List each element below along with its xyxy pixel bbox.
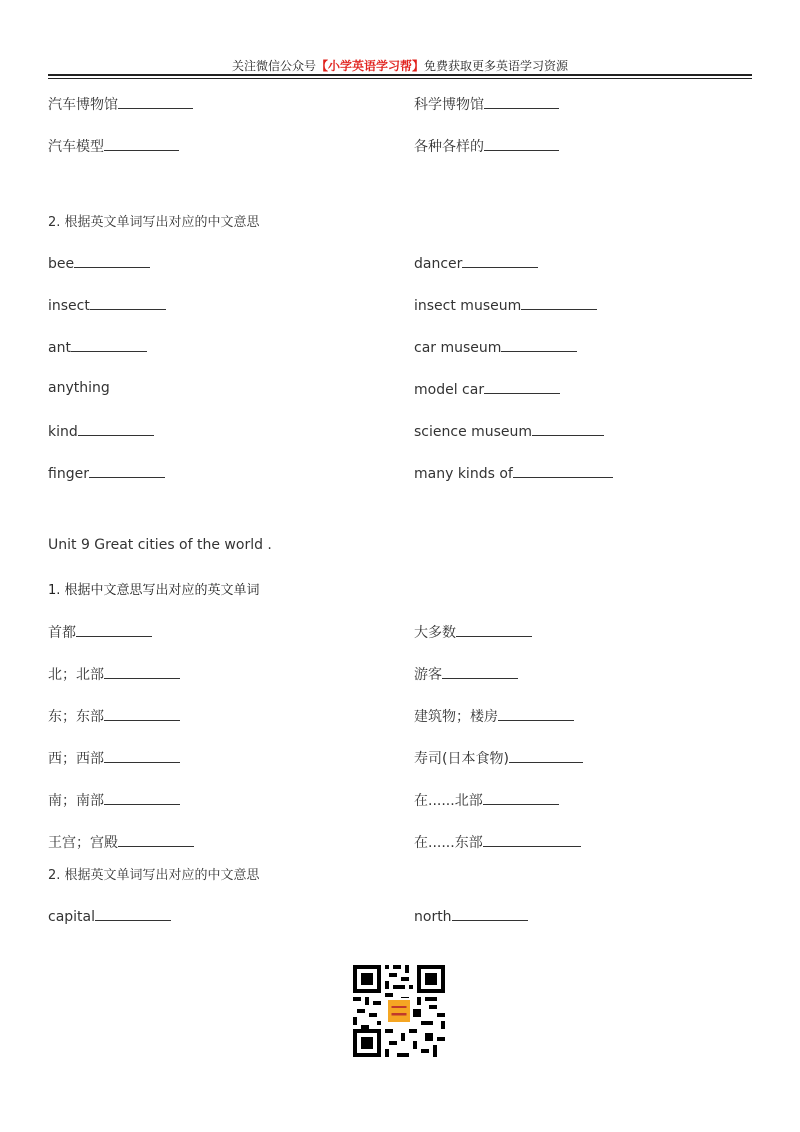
answer-blank[interactable] [509,748,583,763]
answer-blank[interactable] [74,253,150,268]
vocab-item: north [414,906,528,926]
vocab-item: 在......北部 [414,790,559,810]
answer-blank[interactable] [484,379,560,394]
qr-code-icon [353,965,445,1057]
vocab-item: 王宫；宫殿 [48,832,194,852]
answer-blank[interactable] [513,463,613,478]
vocab-item: 东；东部 [48,706,180,726]
answer-blank[interactable] [456,622,532,637]
vocab-item: finger [48,463,165,483]
answer-blank[interactable] [501,337,577,352]
vocab-item: bee [48,253,150,273]
vocab-item: anything [48,380,110,396]
vocab-item: 科学博物馆 [414,94,559,114]
vocab-item: science museum [414,421,604,441]
header-suffix: 免费获取更多英语学习资源 [424,59,569,73]
vocab-item: many kinds of [414,463,613,483]
header-prefix: 关注微信公众号 [231,59,316,73]
answer-blank[interactable] [95,906,171,921]
answer-blank[interactable] [104,706,180,721]
answer-blank[interactable] [462,253,538,268]
answer-blank[interactable] [104,664,180,679]
vocab-item: 汽车博物馆 [48,94,193,114]
section-heading: 1. 根据中文意思写出对应的英文单词 [48,583,260,598]
page-header [0,57,800,74]
answer-blank[interactable] [442,664,518,679]
answer-blank[interactable] [78,421,154,436]
answer-blank[interactable] [89,463,165,478]
vocab-item: 各种各样的 [414,136,559,156]
vocab-item: insect museum [414,295,597,315]
unit-title: Unit 9 Great cities of the world . [48,537,272,553]
vocab-item: 首都 [48,622,152,642]
vocab-item: 南；南部 [48,790,180,810]
vocab-item: 建筑物；楼房 [414,706,574,726]
header-rule-thin [48,78,752,79]
vocab-item: 游客 [414,664,518,684]
answer-blank[interactable] [118,94,193,109]
answer-blank[interactable] [452,906,528,921]
answer-blank[interactable] [521,295,597,310]
answer-blank[interactable] [483,790,559,805]
vocab-item: kind [48,421,154,441]
vocab-item: insect [48,295,166,315]
vocab-item: 汽车模型 [48,136,179,156]
vocab-item: 在......东部 [414,832,581,852]
answer-blank[interactable] [118,832,194,847]
header-brand: 【小学英语学习帮】 [315,59,424,73]
vocab-item: dancer [414,253,538,273]
answer-blank[interactable] [498,706,574,721]
vocab-item: car museum [414,337,577,357]
answer-blank[interactable] [76,622,152,637]
vocab-item: 北；北部 [48,664,180,684]
section-heading: 2. 根据英文单词写出对应的中文意思 [48,215,260,230]
vocab-item: model car [414,379,560,399]
answer-blank[interactable] [71,337,147,352]
vocab-item: 寿司(日本食物) [414,748,583,768]
vocab-item: ant [48,337,147,357]
header-rule [48,74,752,76]
vocab-item: 大多数 [414,622,532,642]
answer-blank[interactable] [532,421,604,436]
answer-blank[interactable] [104,790,180,805]
answer-blank[interactable] [484,136,559,151]
answer-blank[interactable] [90,295,166,310]
answer-blank[interactable] [104,748,180,763]
answer-blank[interactable] [483,832,581,847]
section-heading: 2. 根据英文单词写出对应的中文意思 [48,868,260,883]
answer-blank[interactable] [104,136,179,151]
vocab-item: 西；西部 [48,748,180,768]
answer-blank[interactable] [484,94,559,109]
vocab-item: capital [48,906,171,926]
